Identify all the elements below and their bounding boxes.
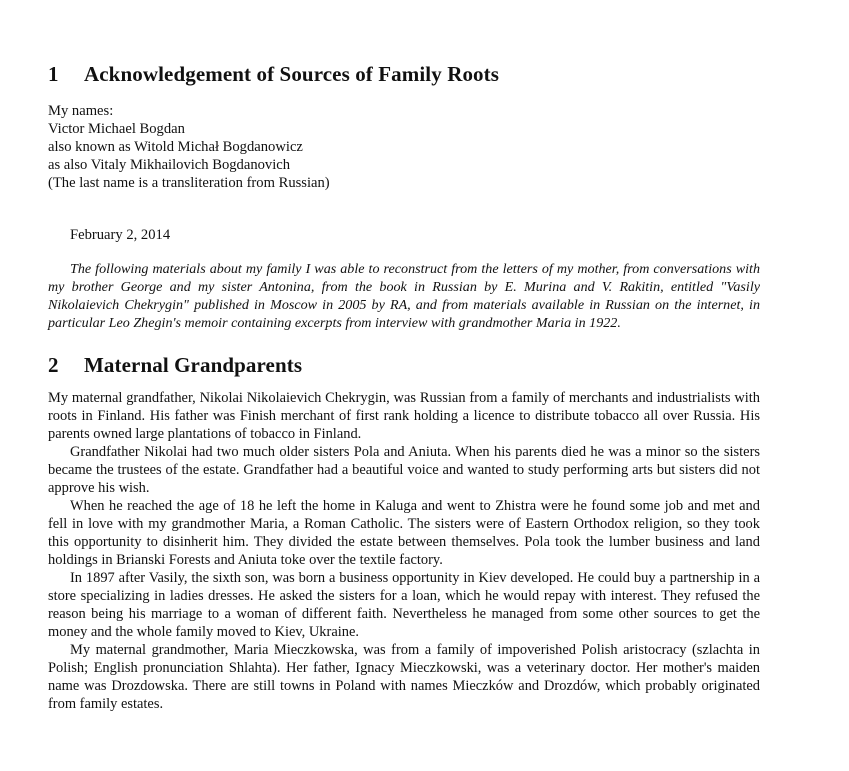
names-line-note: (The last name is a transliteration from Russian) [48,175,330,191]
names-block [48,102,760,192]
section-1-title: Acknowledgement of Sources of Family Roots [84,62,500,86]
section-1-number: 1 [48,62,59,86]
section-1-heading [48,60,760,88]
abstract-paragraph: The following materials about my family I was able to reconstruct from the letters of my mother, from conversations with my brother George and my sister Antonina, from the book in Russian by E. Murina and V. Rakitin, entitled "Vasily Nikolaievich Chekrygin" published in Moscow in 2005 by RA, and from materials available in Russian on the internet, in particular Leo Zhegin's memoir containing excerpts from interview with grandmother Maria in 1922. [48,261,760,331]
section-2-heading [48,351,760,379]
section-2-title: Maternal Grandparents [84,353,303,377]
body-paragraph: In 1897 after Vasily, the sixth son, was born a business opportunity in Kiev developed. He could buy a partnership in a store specializing in ladies dresses. He asked the sisters for a loan, which he would repay with interest. They refused the reason being his marriage to a woman of different faith. Nevertheless he managed from some other sources to get the money and the whole family moved to Kiev, Ukraine. [48,570,760,640]
document-page [48,60,760,713]
body-paragraph: When he reached the age of 18 he left the home in Kaluga and went to Zhistra were he found some job and met and fell in love with my grandmother Maria, a Roman Catholic. The sisters were of Eastern Orthodox religion, so they took this opportunity to disinherit him. They divided the estate between themselves. Pola took the lumber business and land holdings in Brianski Forests and Aniuta toke over the textile factory. [48,498,760,568]
body-paragraph: Grandfather Nikolai had two much older sisters Pola and Aniuta. When his parents died he was a minor so the sisters became the trustees of the estate. Grandfather had a beautiful voice and wanted to study performing arts but sisters did not approve his wish. [48,444,760,496]
names-line-primary: Victor Michael Bogdan [48,121,185,137]
names-line-polish: also known as Witold Michał Bogdanowicz [48,139,303,155]
section-2-body [48,389,760,713]
document-date: February 2, 2014 [70,227,171,243]
body-paragraph: My maternal grandfather, Nikolai Nikolaievich Chekrygin, was Russian from a family of merchants and industrialists with roots in Finland. His father was Finish merchant of first rank holding a licence to distribute tobacco all over Russia. His parents owned large plantations of tobacco in Finland. [48,390,760,442]
section-2-number: 2 [48,353,59,377]
names-line-intro: My names: [48,103,114,119]
body-paragraph: My maternal grandmother, Maria Mieczkowska, was from a family of impoverished Polish aristocracy (szlachta in Polish; English pronunciation Shlahta). Her father, Ignacy Mieczkowski, was a veterinary doctor. Her mother's maiden name was Drozdowska. There are still towns in Poland with names Mieczków and Drozdów, which probably originated from family estates. [48,642,760,712]
names-line-russian: as also Vitaly Mikhailovich Bogdanovich [48,157,291,173]
